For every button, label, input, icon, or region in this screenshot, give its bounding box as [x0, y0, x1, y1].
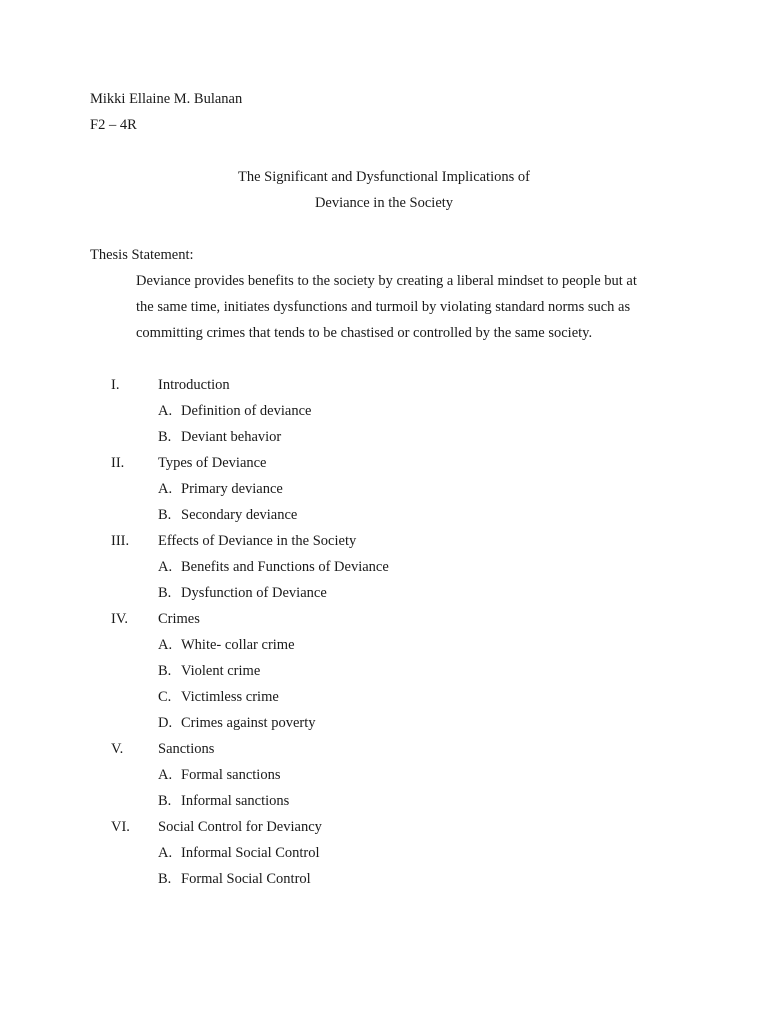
title-line-2: Deviance in the Society	[314, 195, 454, 211]
outline-sub-letter: B.	[158, 871, 172, 887]
outline-sub-item: Primary deviance	[181, 481, 283, 497]
outline-numeral: V.	[111, 741, 124, 757]
outline-sub-item: Informal Social Control	[181, 845, 320, 861]
outline-sub-item: Deviant behavior	[181, 429, 282, 445]
outline-item-title: Introduction	[158, 377, 230, 393]
thesis-line: the same time, initiates dysfunctions and turmoil by violating standard norms such as	[136, 299, 631, 315]
outline-numeral: I.	[111, 377, 120, 393]
outline-sub-item: Informal sanctions	[181, 793, 290, 809]
outline-sub-item: Dysfunction of Deviance	[181, 585, 327, 601]
outline-sub-item: Formal sanctions	[181, 767, 281, 783]
outline-sub-letter: A.	[158, 767, 173, 783]
outline-sub-item: Formal Social Control	[181, 871, 311, 887]
outline-sub-letter: D.	[158, 715, 173, 731]
outline-item-title: Social Control for Deviancy	[158, 819, 322, 835]
title-line-1: The Significant and Dysfunctional Implications of	[238, 169, 530, 185]
outline-sub-item: Violent crime	[181, 663, 261, 679]
outline-sub-item: Benefits and Functions of Deviance	[181, 559, 389, 575]
outline-sub-item: Victimless crime	[181, 689, 279, 705]
outline-sub-letter: B.	[158, 585, 172, 601]
thesis-label: Thesis Statement:	[90, 247, 194, 263]
outline-sub-item: White- collar crime	[181, 637, 295, 653]
outline-sub-letter: A.	[158, 845, 173, 861]
outline-sub-letter: B.	[158, 663, 172, 679]
outline-sub-letter: A.	[158, 637, 173, 653]
outline-sub-letter: A.	[158, 403, 173, 419]
outline-item-title: Effects of Deviance in the Society	[158, 533, 357, 549]
outline-numeral: VI.	[111, 819, 130, 835]
outline-item-title: Sanctions	[158, 741, 215, 757]
author-name: Mikki Ellaine M. Bulanan	[90, 91, 243, 107]
outline-sub-letter: A.	[158, 481, 173, 497]
outline-sub-letter: B.	[158, 429, 172, 445]
outline-item-title: Crimes	[158, 611, 200, 627]
outline-sub-item: Definition of deviance	[181, 403, 312, 419]
outline-sub-letter: A.	[158, 559, 173, 575]
outline-sub-letter: B.	[158, 793, 172, 809]
outline-numeral: III.	[111, 533, 130, 549]
outline-numeral: IV.	[111, 611, 129, 627]
class-section: F2 – 4R	[90, 117, 137, 133]
thesis-line: committing crimes that tends to be chastised or controlled by the same society.	[136, 325, 593, 341]
thesis-line: Deviance provides benefits to the society by creating a liberal mindset to people but at	[136, 273, 637, 289]
outline-sub-item: Crimes against poverty	[181, 715, 316, 731]
outline-numeral: II.	[111, 455, 125, 471]
outline-sub-item: Secondary deviance	[181, 507, 298, 523]
outline-sub-letter: B.	[158, 507, 172, 523]
outline-sub-letter: C.	[158, 689, 172, 705]
outline-item-title: Types of Deviance	[158, 455, 267, 471]
